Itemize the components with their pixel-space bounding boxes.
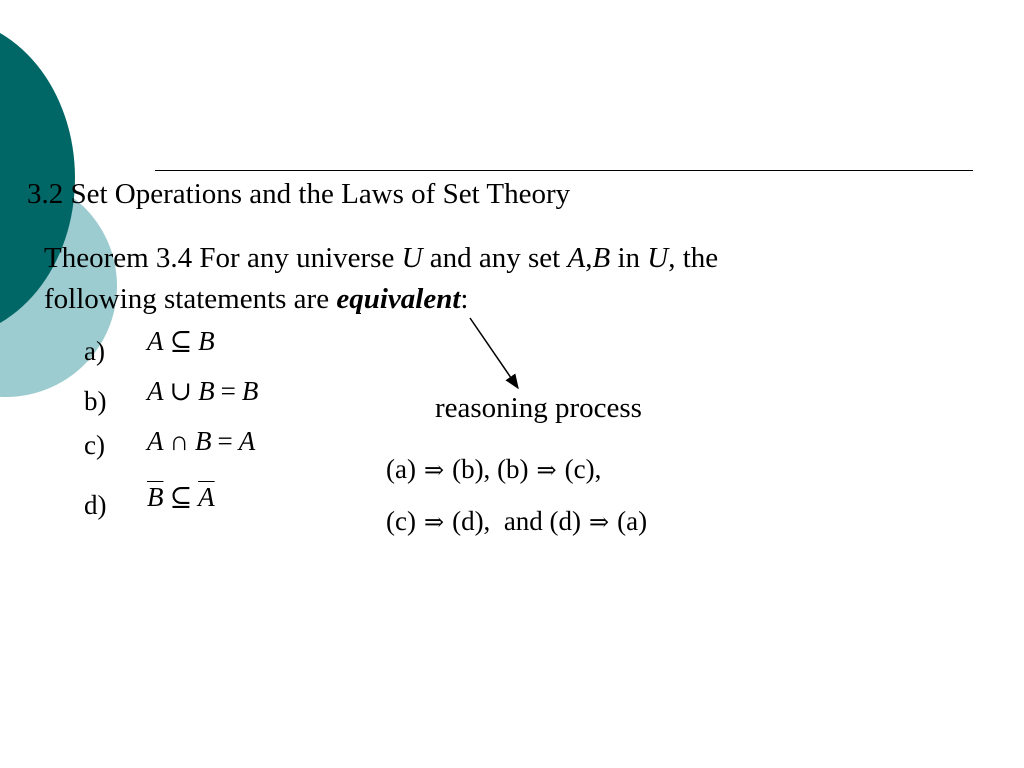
math-var: B [198, 376, 215, 406]
statement-label: c) [84, 430, 105, 460]
equals-symbol: = [220, 376, 236, 406]
universe-symbol: U [647, 242, 669, 274]
comma: , [585, 242, 593, 274]
universe-symbol: U [401, 242, 423, 274]
process-item: (c), [564, 454, 602, 484]
process-line-1 [386, 454, 601, 485]
set-b-symbol: B [592, 242, 611, 274]
statement-label: b) [84, 386, 107, 416]
math-var: B [198, 326, 215, 356]
theorem-text: in [610, 242, 648, 274]
complement-a: $\overline{A}$ [198, 482, 215, 512]
math-var: B [195, 426, 212, 456]
subseteq-symbol: ⊆ [169, 482, 193, 512]
slide-title: 3.2 Set Operations and the Laws of Set Theory [27, 178, 571, 210]
emphasis-equivalent: equivalent [336, 283, 461, 315]
union-symbol: ∪ [169, 376, 193, 406]
process-item: (a) [617, 506, 648, 536]
process-item: (b), [452, 454, 491, 484]
implies-symbol: ⇒ [536, 458, 557, 484]
math-var: A [147, 426, 164, 456]
math-var: A [238, 426, 256, 456]
theorem-text: and any set [422, 242, 568, 274]
intersection-symbol: ∩ [169, 426, 189, 456]
math-var: A [147, 326, 164, 356]
set-a-symbol: A [567, 242, 586, 274]
theorem-text: , the [668, 242, 719, 274]
process-item: (d), [452, 506, 491, 536]
theorem-text: following statements are [44, 283, 337, 315]
implies-symbol: ⇒ [423, 510, 445, 536]
math-var: B [241, 376, 259, 406]
process-item: and (d) [503, 506, 582, 536]
equals-symbol: = [217, 426, 233, 456]
subseteq-symbol: ⊆ [169, 326, 193, 356]
complement-b: $\overline{B}$ [147, 482, 164, 512]
theorem-text: Theorem 3.4 For any universe [44, 242, 402, 274]
process-line-2 [386, 506, 647, 537]
process-item: (b) [497, 454, 529, 484]
process-item: (a) [386, 454, 416, 484]
theorem-text: : [460, 283, 469, 315]
implies-symbol: ⇒ [589, 510, 610, 536]
statement-label: d) [84, 490, 107, 520]
statement-label: a) [84, 336, 105, 366]
math-var: A [147, 376, 164, 406]
reasoning-label: reasoning process [435, 392, 642, 424]
process-item: (c) [386, 506, 416, 536]
implies-symbol: ⇒ [423, 458, 445, 484]
